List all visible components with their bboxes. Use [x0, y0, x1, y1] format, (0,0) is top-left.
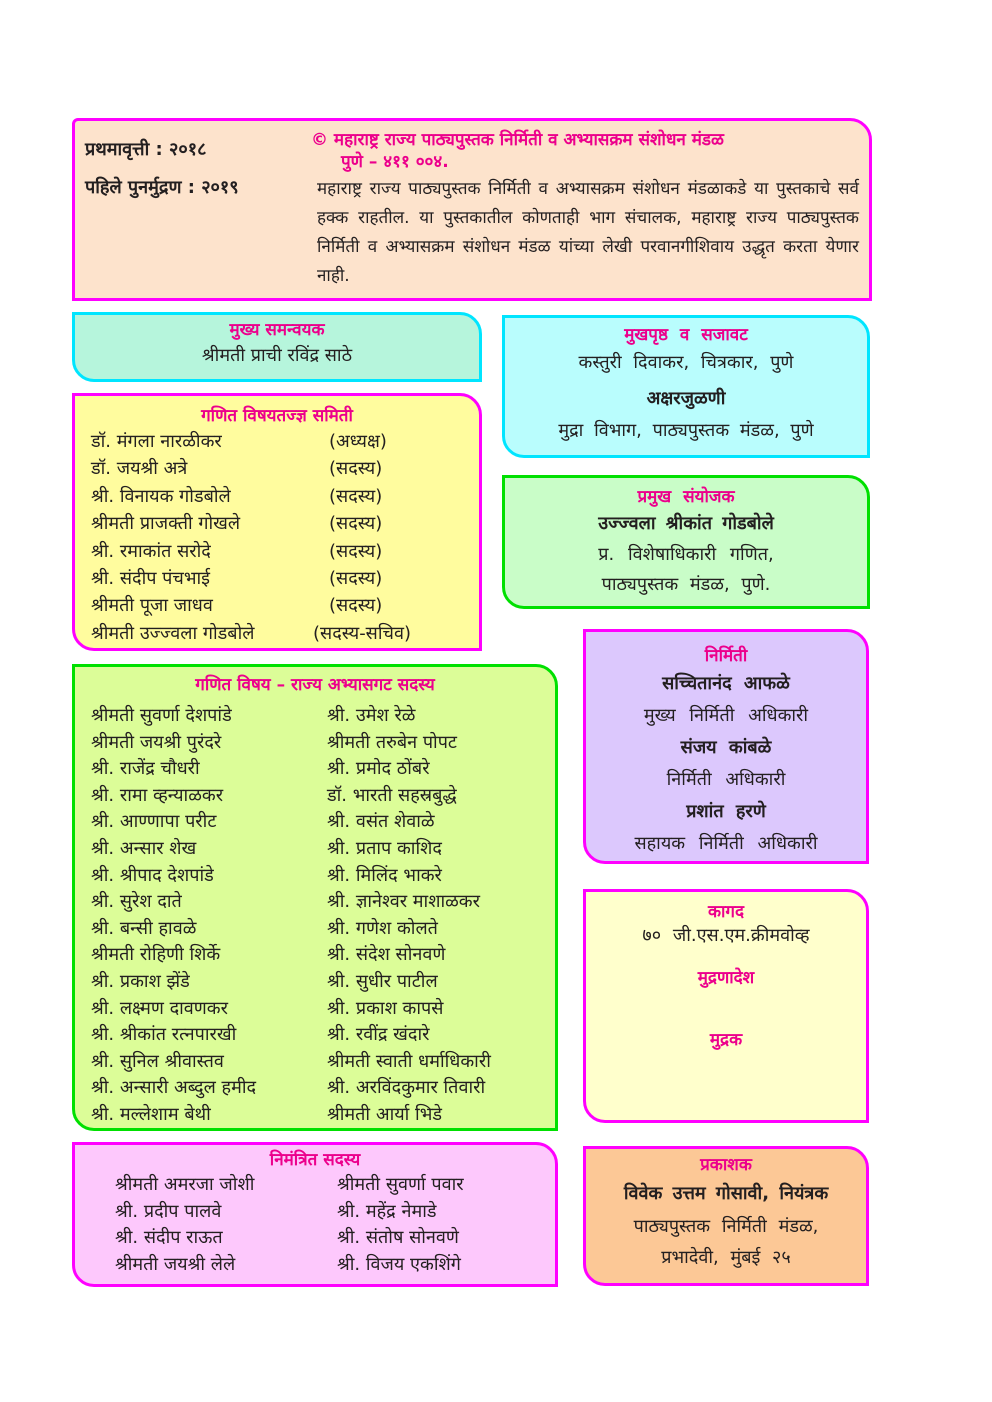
chief-coordinator-heading: मुख्य समन्वयक [229, 320, 325, 340]
study-group-list [75, 703, 555, 1129]
member-name: श्री. श्रीकांत रत्नपारखी [91, 1024, 237, 1046]
member-name: श्री. वसंत शेवाळे [327, 811, 435, 833]
member-name: श्री. विजय एकशिंगे [337, 1253, 461, 1275]
printer-heading: मुद्रक [709, 1030, 743, 1050]
member-name: श्रीमती तरुबेन पोपट [327, 731, 458, 753]
member-name: श्री. अन्सार शेख [91, 837, 197, 859]
chief-convenor-designation: प्र. विशेषाधिकारी गणित, [598, 544, 774, 565]
typesetting-value: मुद्रा विभाग, पाठ्यपुस्तक मंडळ, पुणे [558, 420, 814, 441]
cover-design-heading: मुखपृष्ठ व सजावट [624, 325, 748, 345]
study-group-row [75, 1075, 555, 1102]
study-group-row [75, 1022, 555, 1049]
member-name: श्री. प्रदीप पालवे [115, 1200, 222, 1222]
production-person-name: सच्चितानंद आफळे [662, 673, 790, 694]
invited-members-list [75, 1172, 555, 1278]
member-name: श्री. लक्ष्मण दावणकर [91, 997, 228, 1019]
copyright-notice [311, 129, 859, 291]
member-name: श्रीमती रोहिणी शिर्के [91, 944, 221, 966]
study-group-row [75, 1102, 555, 1129]
chief-coordinator-box [72, 312, 482, 382]
invited-row [75, 1252, 555, 1279]
study-group-row [75, 756, 555, 783]
copyright-box [72, 118, 872, 301]
committee-member: श्री. संदीप पंचभाई (सदस्य) [91, 568, 383, 590]
study-group-row [75, 996, 555, 1023]
member-name: श्रीमती सुवर्णा देशपांडे [91, 705, 232, 726]
study-group-row [75, 809, 555, 836]
publisher-address: प्रभादेवी, मुंबई २५ [661, 1247, 791, 1268]
study-group-row [75, 889, 555, 916]
invited-row [75, 1172, 555, 1199]
member-name: श्री. आण्णापा परीट [91, 811, 217, 833]
copyright-text: महाराष्ट्र राज्य पाठ्यपुस्तक निर्मिती व अभ्यासक्रम संशोधन मंडळाकडे या पुस्तकाचे सर्व हक्क राहतील. या पुस्तकातील कोणताही भाग संचालक, महाराष्ट्र राज्य पाठ्यपुस्तक निर्मिती व अभ्यासक्रम संशोधन मंडळ यांच्या लेखी परवानगीशिवाय उद्धृत करता येणार नाही. [317, 179, 859, 286]
member-name: श्री. मल्लेशाम बेथी [91, 1103, 211, 1125]
reprint-edition: पहिले पुनर्मुद्रण : २०१९ [85, 177, 239, 198]
study-group-row [75, 783, 555, 810]
member-name: श्री. प्रताप काशिद [327, 837, 442, 859]
expert-committee-box [72, 393, 482, 651]
committee-member: श्रीमती पूजा जाधव (सदस्य) [91, 595, 383, 617]
member-name: श्री. सुनिल श्रीवास्तव [91, 1050, 224, 1072]
paper-value: ७० जी.एस.एम.क्रीमवोव्ह [642, 925, 810, 946]
edition-info [85, 131, 239, 207]
member-name: श्री. सुरेश दाते [91, 891, 182, 913]
member-name: श्री. उमेश रेळे [327, 705, 416, 726]
member-name: डॉ. भारती सहस्रबुद्धे [327, 784, 457, 806]
production-person-title: निर्मिती अधिकारी [666, 769, 786, 790]
print-order-heading: मुद्रणादेश [697, 968, 755, 988]
committee-member: डॉ. जयश्री अत्रे (सदस्य) [91, 458, 383, 480]
member-name: श्री. संदेश सोनवणे [327, 944, 446, 966]
invited-row [75, 1199, 555, 1226]
production-person-title: सहायक निर्मिती अधिकारी [634, 833, 818, 854]
member-name: श्रीमती सुवर्णा पवार [337, 1174, 464, 1195]
typesetting-heading: अक्षरजुळणी [646, 388, 726, 409]
member-name: श्रीमती जयश्री लेले [115, 1253, 236, 1275]
study-group-row [75, 863, 555, 890]
study-group-row [75, 836, 555, 863]
study-group-row [75, 942, 555, 969]
member-name: श्री. रवींद्र खंदारे [327, 1024, 430, 1046]
publisher-box [583, 1146, 869, 1286]
committee-member: डॉ. मंगला नारळीकर (अध्यक्ष) [91, 431, 387, 452]
production-person-name: प्रशांत हरणे [686, 801, 766, 822]
member-name: श्री. अरविंदकुमार तिवारी [327, 1077, 486, 1099]
committee-member: श्रीमती प्राजक्ती गोखले (सदस्य) [91, 513, 383, 535]
committee-member: श्री. विनायक गोडबोले (सदस्य) [91, 485, 383, 507]
production-person-title: मुख्य निर्मिती अधिकारी [643, 705, 809, 726]
publisher-heading: प्रकाशक [700, 1155, 752, 1175]
invited-members-heading: निमंत्रित सदस्य [269, 1150, 361, 1170]
publisher-name: विवेक उत्तम गोसावी, नियंत्रक [623, 1183, 829, 1204]
member-name: श्री. बन्सी हावळे [91, 917, 197, 939]
copyright-org: © महाराष्ट्र राज्य पाठ्यपुस्तक निर्मिती व अभ्यासक्रम संशोधन मंडळ [311, 130, 724, 150]
expert-committee-list [75, 428, 479, 647]
chief-convenor-heading: प्रमुख संयोजक [637, 487, 735, 507]
member-name: श्रीमती आर्या भिडे [327, 1103, 442, 1125]
production-heading: निर्मिती [704, 646, 748, 666]
chief-convenor-box [502, 475, 870, 609]
member-name: श्री. संतोष सोनवणे [337, 1227, 459, 1248]
member-name: श्रीमती जयश्री पुरंदरे [91, 731, 222, 753]
study-group-row [75, 969, 555, 996]
chief-convenor-name: उज्ज्वला श्रीकांत गोडबोले [598, 513, 774, 534]
chief-convenor-office: पाठ्यपुस्तक मंडळ, पुणे. [601, 574, 771, 595]
member-name: श्री. ज्ञानेश्वर माशाळकर [327, 891, 480, 913]
first-edition: प्रथमावृत्ती : २०१८ [85, 139, 207, 160]
committee-member: श्री. रमाकांत सरोदे (सदस्य) [91, 540, 383, 562]
member-name: श्री. रामा व्हन्याळकर [91, 784, 224, 806]
member-name: श्री. राजेंद्र चौधरी [91, 758, 200, 780]
study-group-heading: गणित विषय – राज्य अभ्यासगट सदस्य [195, 675, 435, 695]
member-name: श्री. महेंद्र नेमाडे [337, 1200, 437, 1222]
publisher-office: पाठ्यपुस्तक निर्मिती मंडळ, [633, 1216, 819, 1237]
member-name: श्री. अन्सारी अब्दुल हमीद [91, 1077, 257, 1099]
invited-row [75, 1225, 555, 1252]
study-group-row [75, 1049, 555, 1076]
member-name: श्रीमती स्वाती धर्माधिकारी [327, 1050, 491, 1072]
committee-member: श्रीमती उज्ज्वला गोडबोले (सदस्य-सचिव) [91, 622, 411, 644]
expert-committee-heading: गणित विषयतज्ज्ञ समिती [201, 406, 353, 426]
cover-design-box [502, 315, 870, 458]
study-group-box [72, 664, 558, 1131]
production-person-name: संजय कांबळे [680, 737, 772, 758]
member-name: श्री. संदीप राऊत [115, 1227, 223, 1248]
study-group-row [75, 703, 555, 730]
chief-coordinator-name: श्रीमती प्राची रविंद्र साठे [201, 345, 353, 366]
copyright-org-city: पुणे – ४११ ००४. [341, 152, 449, 172]
study-group-row [75, 730, 555, 757]
member-name: श्री. गणेश कोलते [327, 917, 438, 939]
study-group-row [75, 916, 555, 943]
paper-heading: कागद [707, 902, 745, 922]
member-name: श्रीमती अमरजा जोशी [115, 1174, 255, 1195]
member-name: श्री. श्रीपाद देशपांडे [91, 864, 214, 886]
member-name: श्री. मिलिंद भाकरे [327, 864, 442, 886]
member-name: श्री. सुधीर पाटील [327, 970, 438, 992]
invited-members-box [72, 1142, 558, 1287]
member-name: श्री. प्रकाश कापसे [327, 997, 444, 1019]
production-box [583, 629, 869, 864]
member-name: श्री. प्रकाश झेंडे [91, 970, 190, 992]
member-name: श्री. प्रमोद ठोंबरे [327, 758, 430, 780]
paper-box [583, 889, 869, 1123]
cover-artist: कस्तुरी दिवाकर, चित्रकार, पुणे [578, 352, 794, 373]
